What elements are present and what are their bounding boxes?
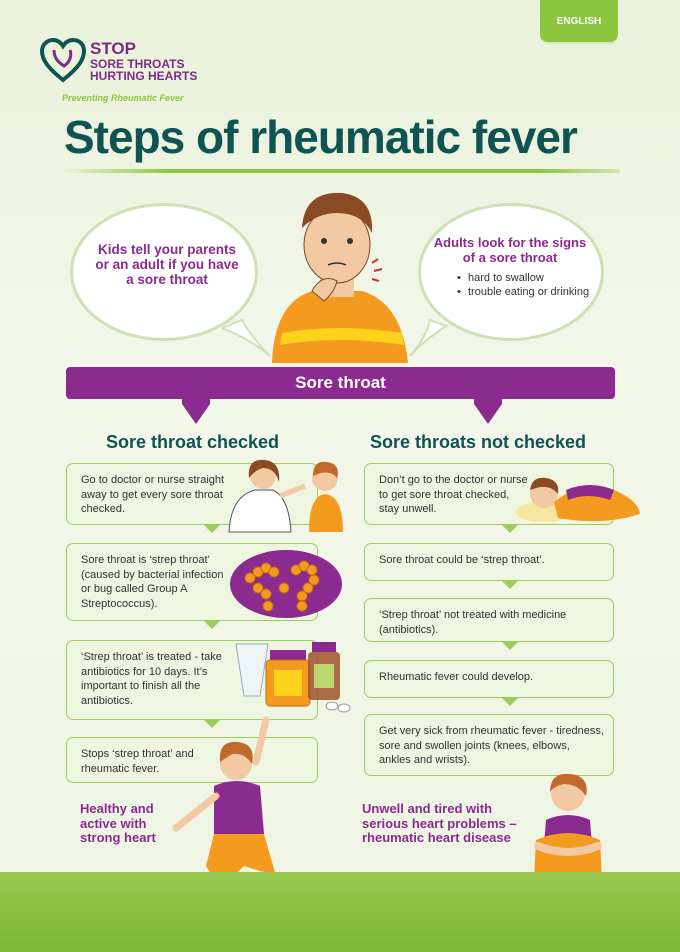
healthy-outcome: Healthy and active with strong heart (80, 801, 156, 846)
boy-sore-throat-illustration (262, 183, 412, 365)
left-step-4-text: Stops ‘strep throat’ and rheumatic fever. (81, 748, 194, 775)
doctor-child-illustration (225, 456, 350, 534)
logo-line-1: SORE THROATS (90, 56, 185, 71)
title-divider (60, 169, 620, 173)
left-step-2-text: Sore throat is ‘strep throat’ (caused by bacterial infection or bug called Group A Streptococcus). (81, 554, 224, 610)
arrow-down-left-icon (176, 398, 216, 426)
symptom-list (456, 271, 596, 300)
right-step-2 (364, 543, 614, 581)
medicine-bottles-illustration (232, 636, 356, 716)
logo-line-2: HURTING HEARTS (90, 69, 198, 84)
right-step-3 (364, 598, 614, 642)
symptom-item: • trouble eating or drinking (456, 285, 596, 299)
symptom-item: • hard to swallow (456, 271, 596, 285)
heart-logo-icon (40, 38, 86, 84)
language-tab[interactable]: ENGLISH (540, 0, 618, 42)
logo-stop: STOP (90, 39, 136, 58)
bacteria-illustration (228, 548, 344, 620)
left-column-title: Sore throat checked (106, 432, 280, 452)
right-step-3-text: ‘Strep throat’ not treated with medicine (antibiotics). (379, 609, 567, 636)
grass-ground (0, 872, 680, 952)
left-step-3-text: ‘Strep throat’ is treated - take antibiotics for 10 days. It’s important to finish all the antibiotics. (81, 651, 222, 707)
right-step-4 (364, 660, 614, 698)
adults-look-title: Adults look for the signs of a sore throat (433, 235, 587, 265)
right-step-4-text: Rheumatic fever could develop. (379, 671, 534, 683)
kids-tell-text: Kids tell your parents or an adult if you have a sore throat (95, 242, 239, 287)
sick-child-in-bed-illustration (514, 470, 644, 526)
logo (40, 38, 240, 88)
left-step-1-text: Go to doctor or nurse straight away to get every sore throat checked. (81, 474, 225, 516)
right-step-2-text: Sore throat could be ‘strep throat’. (379, 554, 545, 566)
sore-throat-banner: Sore throat (66, 367, 615, 399)
right-step-5 (364, 714, 614, 776)
bubble-tail-right (408, 318, 448, 358)
arrow-down-right-icon (468, 398, 508, 426)
right-column-title: Sore throats not checked (370, 432, 587, 452)
right-step-5-text: Get very sick from rheumatic fever - tiredness, sore and swollen joints (knees, elbows, ankles and wrists). (379, 725, 604, 767)
unwell-outcome: Unwell and tired with serious heart problems – rheumatic heart disease (362, 801, 517, 846)
page-title: Steps of rheumatic fever (64, 111, 577, 163)
tagline: Preventing Rheumatic Fever (62, 93, 184, 103)
right-step-1-text: Don’t go to the doctor or nurse to get sore throat checked, stay unwell. (379, 474, 528, 516)
